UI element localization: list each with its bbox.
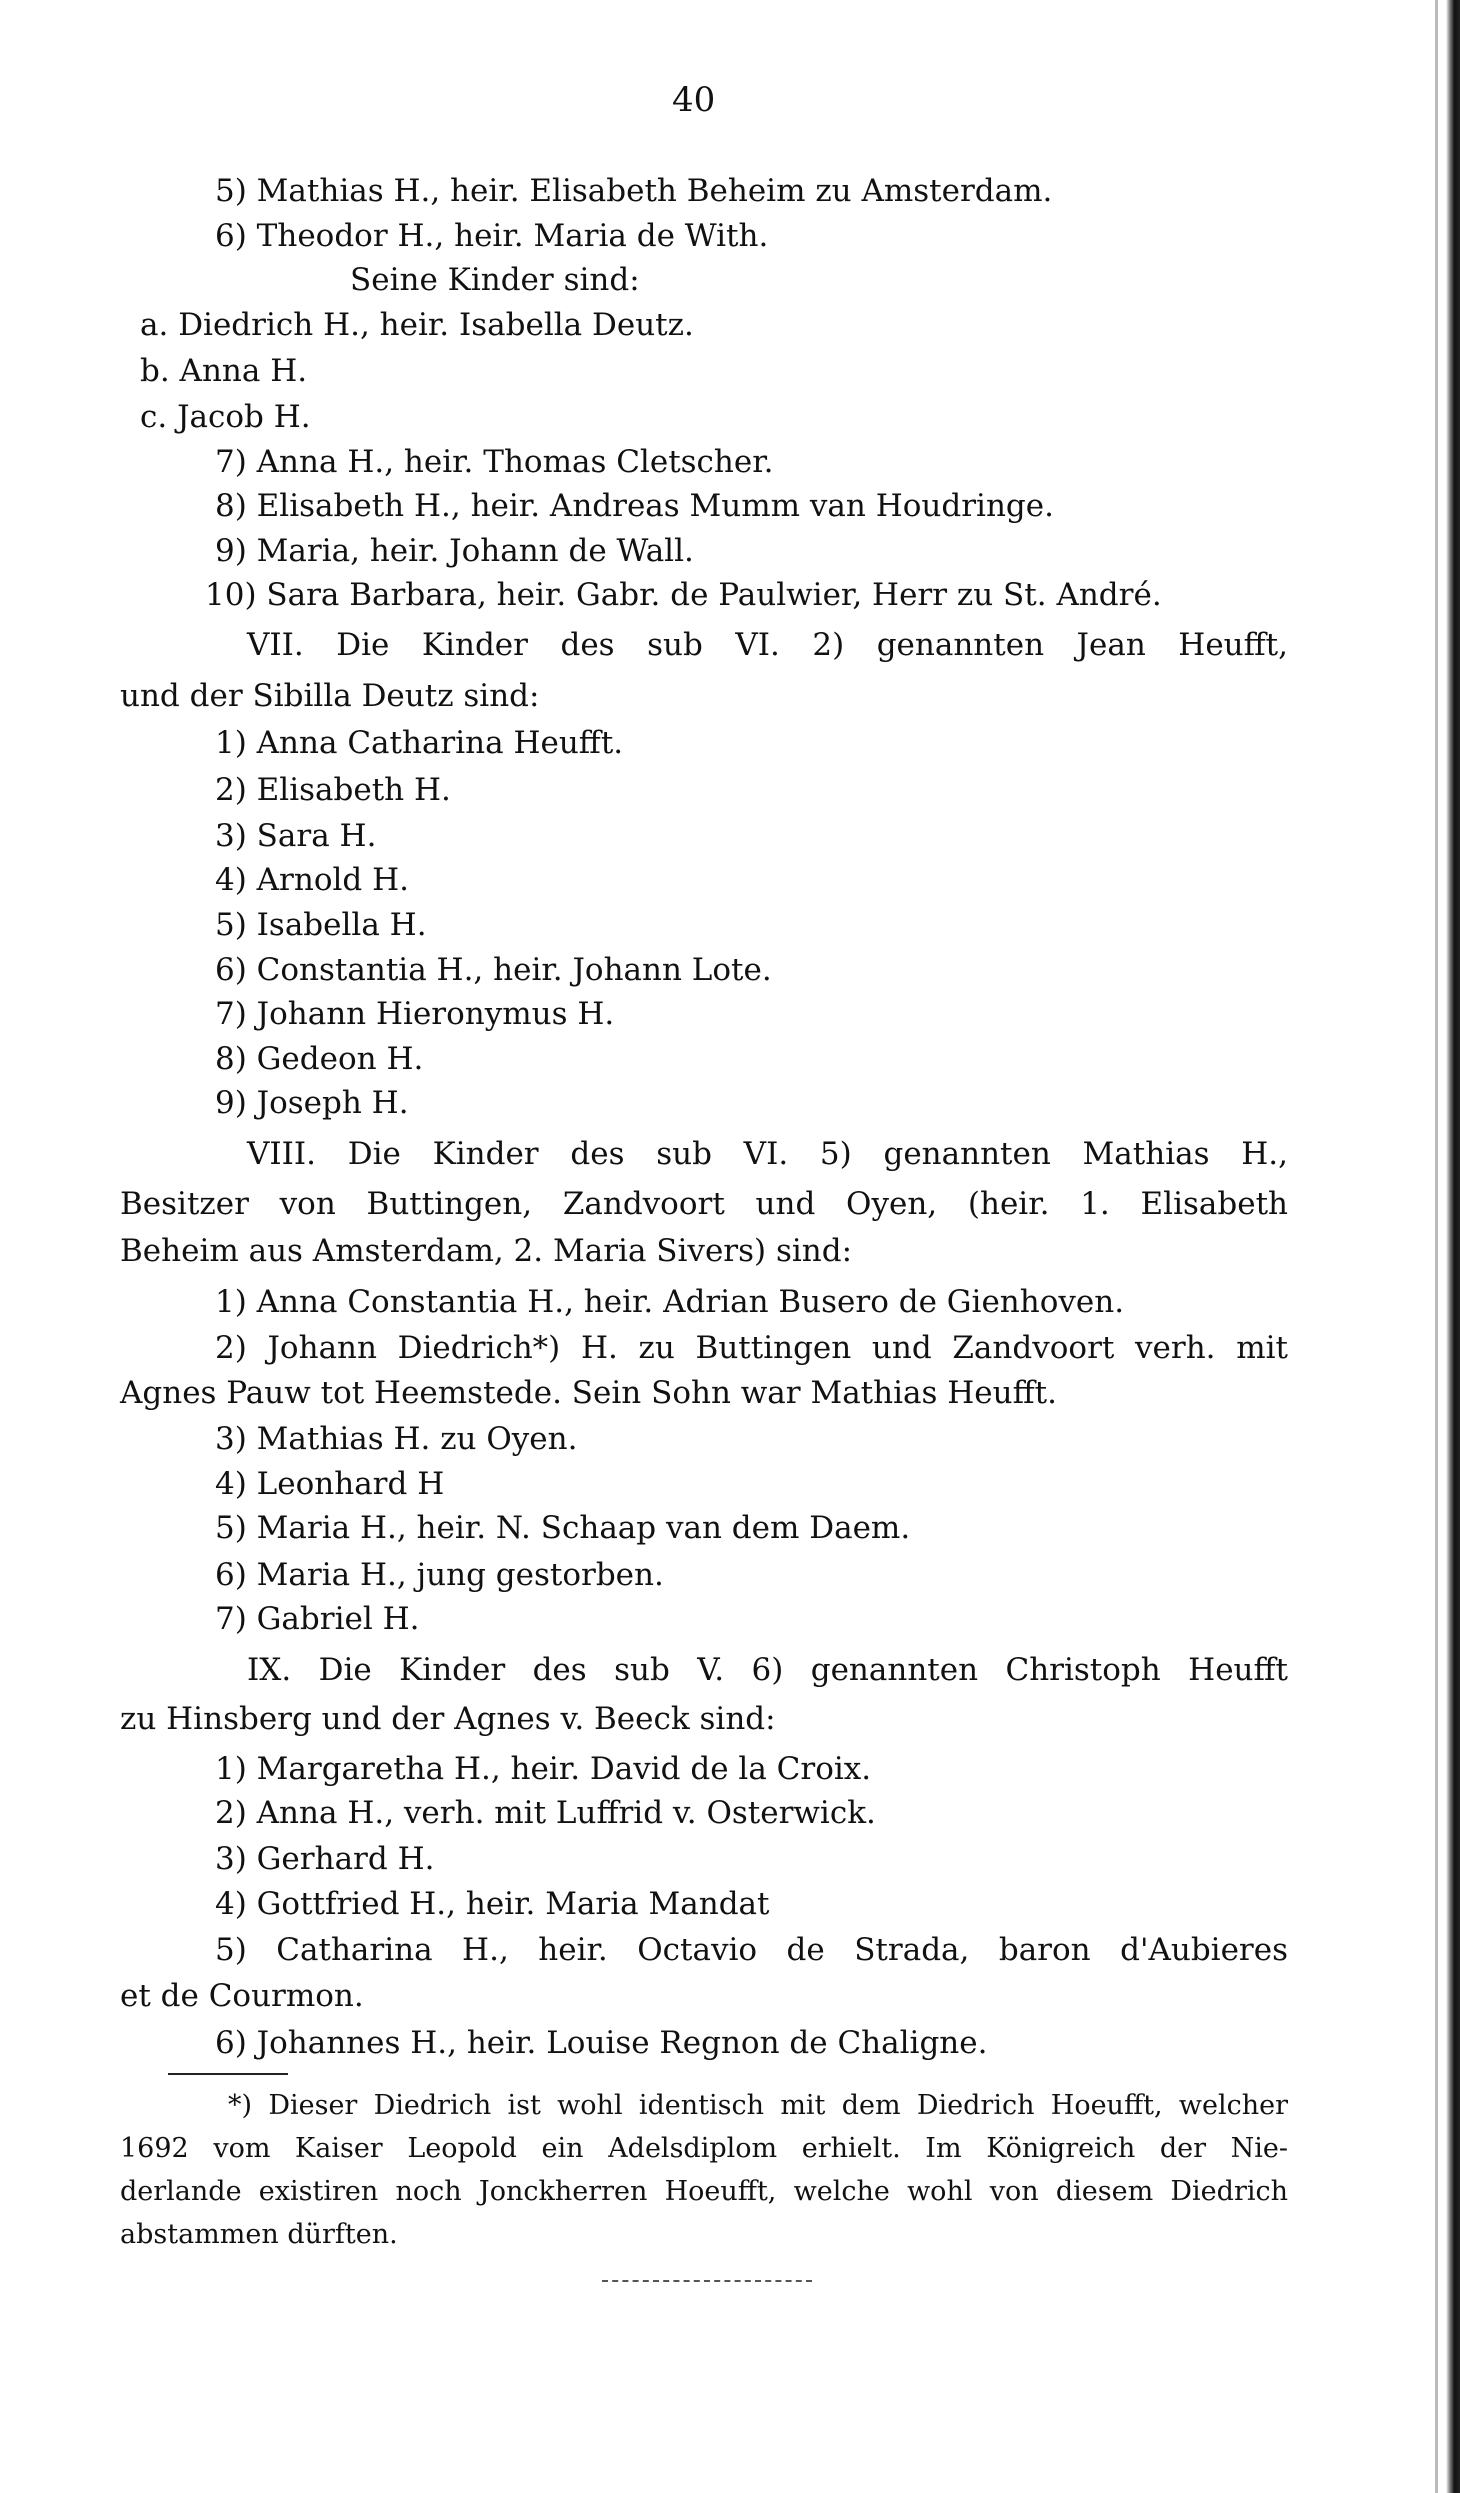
text-line: 8) Gedeon H. xyxy=(215,1041,424,1077)
page-number: 40 xyxy=(672,80,716,120)
scan-edge-line xyxy=(1435,0,1438,2493)
text-line: Besitzer von Buttingen, Zandvoort und Oyen, (heir. 1. Elisabeth xyxy=(120,1186,1288,1222)
text-line: 4) Gottfried H., heir. Maria Mandat xyxy=(215,1886,770,1922)
text-line: a. Diedrich H., heir. Isabella Deutz. xyxy=(140,307,694,343)
scan-edge-shadow xyxy=(1446,0,1460,2493)
section-heading: IX. Die Kinder des sub V. 6) genannten Christoph Heufft xyxy=(247,1652,1288,1688)
text-line: 6) Maria H., jung gestorben. xyxy=(215,1557,664,1593)
footnote-line: 1692 vom Kaiser Leopold ein Adelsdiplom erhielt. Im Königreich der Nie- xyxy=(120,2133,1288,2164)
text-line: 1) Anna Constantia H., heir. Adrian Busero de Gienhoven. xyxy=(215,1284,1125,1320)
section-heading: VII. Die Kinder des sub VI. 2) genannten Jean Heufft, xyxy=(247,627,1288,663)
text-line: 10) Sara Barbara, heir. Gabr. de Paulwier, Herr zu St. André. xyxy=(205,577,1162,613)
text-line: 7) Johann Hieronymus H. xyxy=(215,996,615,1032)
text-line: 4) Leonhard H xyxy=(215,1466,445,1502)
text-line: 3) Sara H. xyxy=(215,818,377,854)
text-line: 5) Maria H., heir. N. Schaap van dem Daem. xyxy=(215,1510,911,1546)
text-line: et de Courmon. xyxy=(120,1978,364,2014)
text-line: und der Sibilla Deutz sind: xyxy=(120,678,540,714)
footnote-line: abstammen dürften. xyxy=(120,2219,398,2250)
text-line: 2) Elisabeth H. xyxy=(215,772,451,808)
text-line: 9) Joseph H. xyxy=(215,1085,409,1121)
text-line: 3) Gerhard H. xyxy=(215,1841,435,1877)
text-line: 6) Constantia H., heir. Johann Lote. xyxy=(215,952,772,988)
text-line: 1) Margaretha H., heir. David de la Croix. xyxy=(215,1751,872,1787)
footnote-line: *) Dieser Diedrich ist wohl identisch mit dem Diedrich Hoeufft, welcher xyxy=(228,2090,1288,2121)
end-divider xyxy=(602,2280,812,2282)
text-line: Seine Kinder sind: xyxy=(350,262,640,298)
text-line: Agnes Pauw tot Heemstede. Sein Sohn war Mathias Heufft. xyxy=(120,1375,1057,1411)
text-line: b. Anna H. xyxy=(140,353,308,389)
text-line: 1) Anna Catharina Heufft. xyxy=(215,725,624,761)
text-line: 6) Johannes H., heir. Louise Regnon de Chaligne. xyxy=(215,2025,988,2061)
text-line: 7) Gabriel H. xyxy=(215,1601,420,1637)
text-line: 5) Mathias H., heir. Elisabeth Beheim zu Amsterdam. xyxy=(215,173,1053,209)
footnote-line: derlande existiren noch Jonckherren Hoeufft, welche wohl von diesem Diedrich xyxy=(120,2176,1288,2207)
text-line: 7) Anna H., heir. Thomas Cletscher. xyxy=(215,444,774,480)
text-line: zu Hinsberg und der Agnes v. Beeck sind: xyxy=(120,1701,776,1737)
text-line: 8) Elisabeth H., heir. Andreas Mumm van Houdringe. xyxy=(215,488,1054,524)
footnote-divider xyxy=(168,2073,288,2075)
text-line: 6) Theodor H., heir. Maria de With. xyxy=(215,218,769,254)
text-line: 2) Anna H., verh. mit Luffrid v. Osterwick. xyxy=(215,1795,876,1831)
text-line: 9) Maria, heir. Johann de Wall. xyxy=(215,533,694,569)
text-line: 5) Isabella H. xyxy=(215,907,427,943)
text-line: c. Jacob H. xyxy=(140,399,311,435)
text-line: 4) Arnold H. xyxy=(215,862,410,898)
text-line: Beheim aus Amsterdam, 2. Maria Sivers) sind: xyxy=(120,1233,853,1269)
text-line: 2) Johann Diedrich*) H. zu Buttingen und Zandvoort verh. mit xyxy=(215,1330,1288,1366)
text-line: 3) Mathias H. zu Oyen. xyxy=(215,1421,578,1457)
section-heading: VIII. Die Kinder des sub VI. 5) genannten Mathias H., xyxy=(247,1136,1288,1172)
text-line: 5) Catharina H., heir. Octavio de Strada, baron d'Aubieres xyxy=(215,1932,1288,1968)
